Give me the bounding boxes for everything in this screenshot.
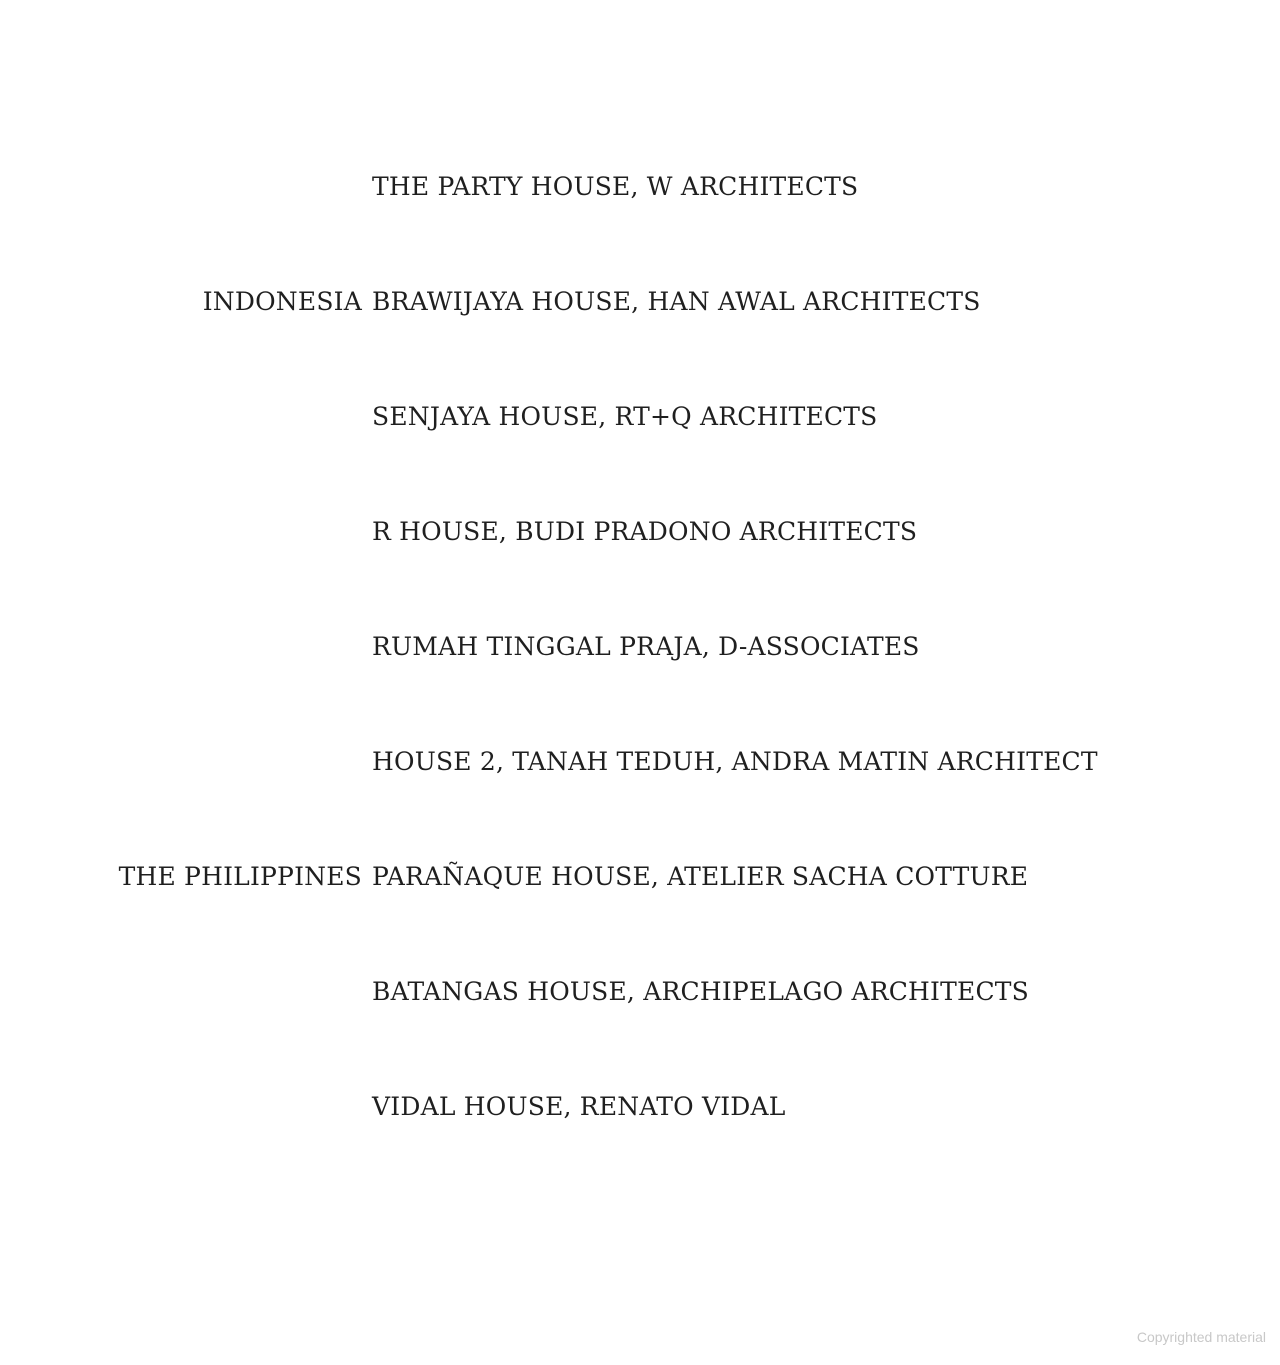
copyright-watermark: Copyrighted material [1136,1329,1266,1345]
toc-row [0,858,1280,973]
toc-row [0,168,1280,283]
toc-row [0,513,1280,628]
toc-entry: HOUSE 2, TANAH TEDUH, ANDRA MATIN ARCHITECT [372,747,1098,776]
toc-entry: THE PARTY HOUSE, W ARCHITECTS [372,172,859,201]
toc-row [0,743,1280,858]
toc-entry: SENJAYA HOUSE, RT+Q ARCHITECTS [372,402,878,431]
toc-entry: PARAÑAQUE HOUSE, ATELIER SACHA COTTURE [372,862,1029,891]
toc-entry: BATANGAS HOUSE, ARCHIPELAGO ARCHITECTS [372,977,1029,1006]
toc-row [0,628,1280,743]
toc-entry: RUMAH TINGGAL PRAJA, D-ASSOCIATES [372,632,920,661]
country-heading: THE PHILIPPINES [118,862,362,891]
toc-row [0,1088,1280,1203]
toc-entry: BRAWIJAYA HOUSE, HAN AWAL ARCHITECTS [372,287,981,316]
toc-entry: VIDAL HOUSE, RENATO VIDAL [372,1092,786,1121]
country-heading: INDONESIA [202,287,362,316]
table-of-contents [0,168,1280,1203]
toc-entry: R HOUSE, BUDI PRADONO ARCHITECTS [372,517,918,546]
toc-row [0,283,1280,398]
toc-row [0,398,1280,513]
toc-row [0,973,1280,1088]
